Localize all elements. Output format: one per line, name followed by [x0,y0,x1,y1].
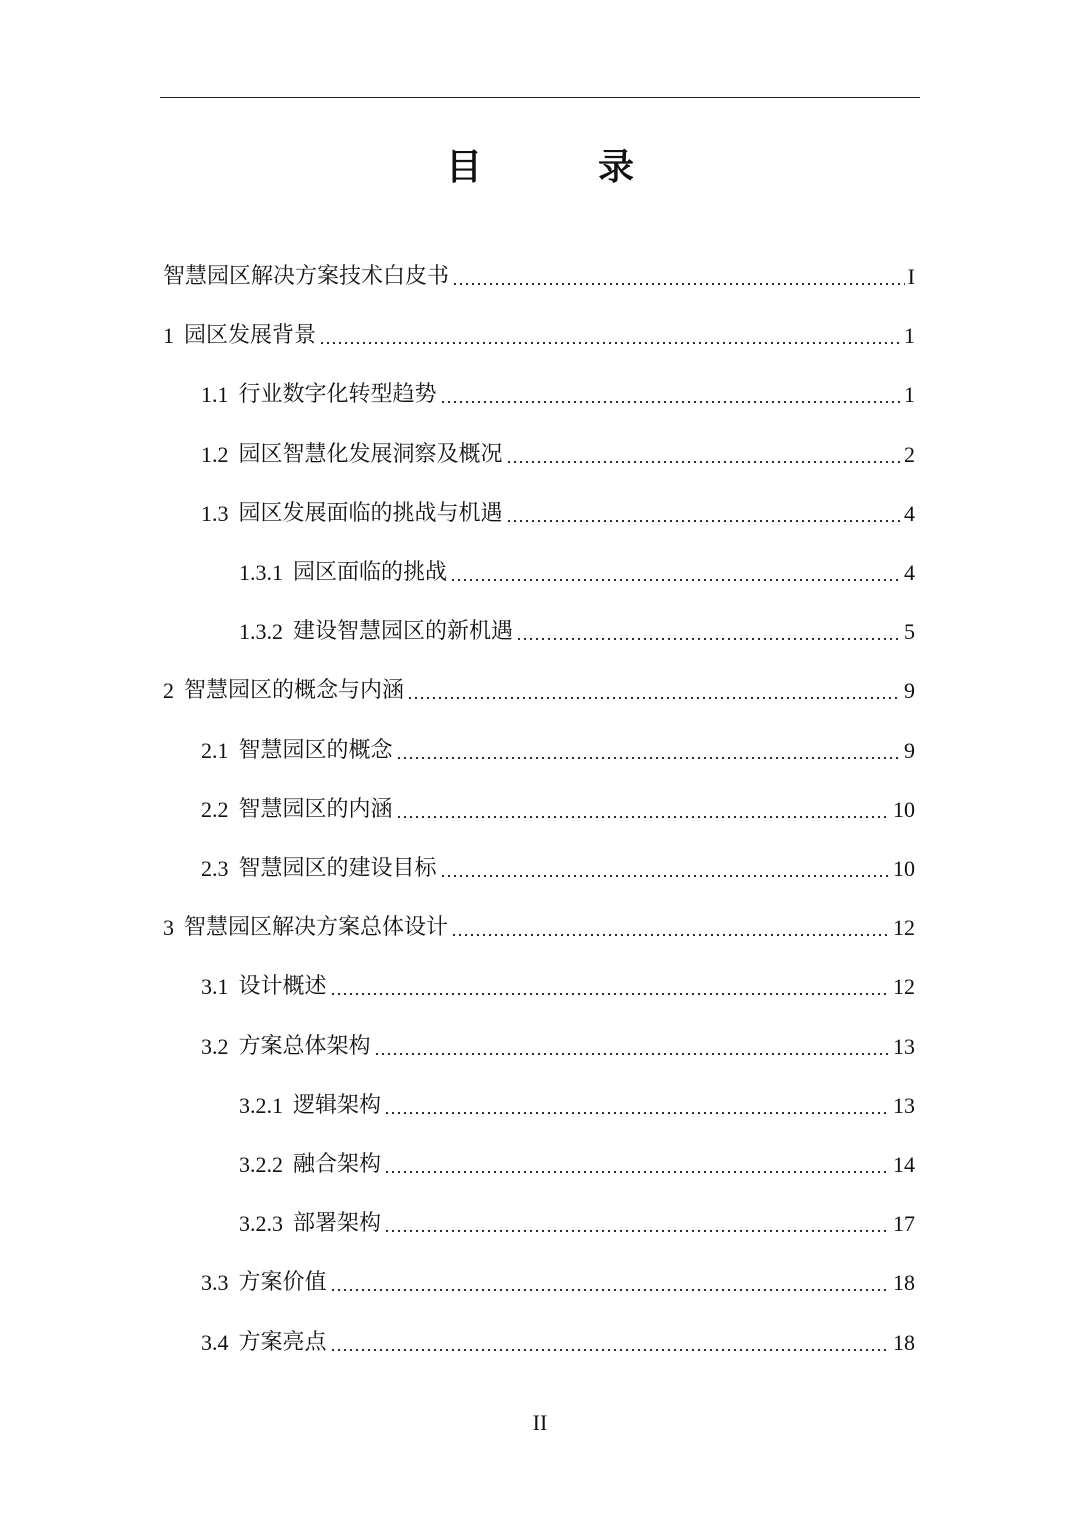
toc-dot-leader [450,579,901,581]
toc-entry[interactable] [239,607,915,647]
toc-dot-leader [396,757,901,759]
toc-entry-title: 智慧园区的概念与内涵 [184,678,405,704]
toc-entry[interactable] [201,430,915,470]
toc-dot-leader [516,638,901,640]
toc-dot-leader [374,1053,890,1055]
toc-entry-number: 3 [163,915,174,941]
toc-dot-leader [440,875,890,877]
toc-entry-title: 园区面临的挑战 [293,560,448,585]
toc-entry-page: 18 [893,1270,915,1296]
page-number: II [532,1410,548,1435]
toc-entry[interactable] [163,252,915,292]
toc-dot-leader [384,1230,890,1232]
toc-entry-page: 10 [893,856,915,881]
toc-entry-title: 设计概述 [238,974,327,1000]
toc-dot-leader [451,934,890,936]
toc-entry-page: 9 [904,737,915,763]
toc-entry-page: 17 [893,1211,915,1237]
toc-entry[interactable] [201,370,915,410]
toc-dot-leader [384,1171,890,1173]
toc-entry-page: 14 [893,1152,915,1177]
toc-entry-title: 园区发展背景 [184,323,317,349]
toc-dot-leader [452,283,905,285]
toc-entry-title: 行业数字化转型趋势 [238,382,437,408]
toc-entry-number: 2 [163,678,174,704]
toc-entry[interactable] [201,1318,915,1358]
header-rule [160,97,920,98]
toc-entry-title: 融合架构 [293,1152,382,1177]
toc-entry-number: 3.2.1 [239,1092,283,1118]
toc-dot-leader [407,697,901,699]
toc-entry-number: 1.3.2 [239,619,283,645]
toc-entry-number: 1 [163,323,174,349]
toc-title: 目 录 [445,147,674,188]
toc-entry[interactable] [201,489,915,529]
toc-entry-number: 3.2.3 [239,1211,283,1237]
toc-entry-page: 2 [904,441,915,467]
toc-entry-page: 10 [893,796,915,822]
toc-entry-title: 智慧园区解决方案技术白皮书 [163,264,450,289]
toc-entry[interactable] [201,785,915,825]
toc-entry-title: 园区智慧化发展洞察及概况 [238,441,503,467]
toc-entry-title: 方案价值 [238,1270,327,1296]
toc-entry-page: 18 [893,1329,915,1355]
toc-entry-title: 智慧园区的内涵 [238,796,393,822]
toc-entry[interactable] [239,1199,915,1239]
toc-entry[interactable] [239,1140,915,1180]
toc-entry-number: 3.3 [201,1270,229,1296]
toc-entry-page: 4 [904,500,915,526]
toc-entry-number: 2.2 [201,796,229,822]
toc-entry-title: 方案亮点 [238,1329,327,1355]
toc-entry-title: 建设智慧园区的新机遇 [293,619,514,645]
toc-entry-page: 4 [904,560,915,585]
toc-entry-number: 3.2.2 [239,1152,283,1177]
toc-dot-leader [440,401,901,403]
toc-dot-leader [330,1289,890,1291]
toc-entry-page: I [907,264,915,289]
toc-entry-page: 1 [904,382,915,408]
toc-entry-title: 智慧园区的概念 [238,737,393,763]
toc-dot-leader [319,342,901,344]
toc-entry-title: 智慧园区的建设目标 [238,856,437,881]
toc-entry[interactable] [201,1258,915,1298]
toc-entry-number: 3.4 [201,1329,229,1355]
toc-entry-page: 13 [893,1033,915,1059]
toc-entry-number: 1.2 [201,441,229,467]
toc-entry[interactable] [239,548,915,588]
toc-entry-number: 1.1 [201,382,229,408]
toc-entry-number: 3.2 [201,1033,229,1059]
toc-entry-number: 3.1 [201,974,229,1000]
toc-dot-leader [384,1112,890,1114]
toc-entry[interactable] [201,726,915,766]
toc-dot-leader [506,461,901,463]
toc-entry-page: 9 [904,678,915,704]
toc-entry[interactable] [163,666,915,706]
toc-entry-number: 2.1 [201,737,229,763]
toc-dot-leader [396,816,890,818]
toc-entry[interactable] [201,844,915,884]
toc-dot-leader [330,993,890,995]
toc-entry-page: 1 [904,323,915,349]
toc-entry-number: 1.3.1 [239,560,283,585]
toc-entry-title: 方案总体架构 [238,1033,371,1059]
toc-entry[interactable] [163,903,915,943]
toc-entry-page: 12 [893,915,915,941]
toc-entry-page: 13 [893,1092,915,1118]
toc-entry-title: 智慧园区解决方案总体设计 [184,915,449,941]
toc-entry[interactable] [239,1081,915,1121]
toc-dot-leader [330,1349,890,1351]
toc-entry-number: 1.3 [201,500,229,526]
toc-dot-leader [506,520,901,522]
toc-entry[interactable] [163,311,915,351]
toc-entry-title: 部署架构 [293,1211,382,1237]
toc-entry-page: 5 [904,619,915,645]
toc-entry[interactable] [201,962,915,1002]
toc-entry[interactable] [201,1022,915,1062]
toc-entry-title: 园区发展面临的挑战与机遇 [238,500,503,526]
toc-entry-title: 逻辑架构 [293,1092,382,1118]
toc-entry-page: 12 [893,974,915,1000]
toc-entry-number: 2.3 [201,856,229,881]
